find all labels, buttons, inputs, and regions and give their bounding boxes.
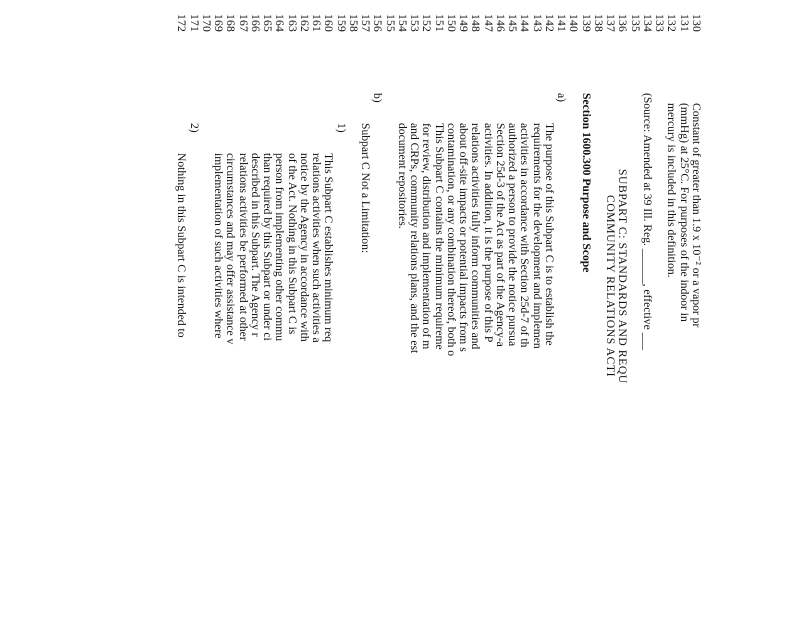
document-line xyxy=(616,0,629,618)
line-text: relations activities be performed at other xyxy=(236,153,250,341)
line-text: activities. In addition, it is the purpose of this P xyxy=(481,123,495,343)
line-text: document repositories. xyxy=(396,123,409,229)
line-number: 160 xyxy=(322,14,336,32)
line-number: 146 xyxy=(494,14,507,32)
line-number: 171 xyxy=(187,14,201,32)
line-text: mercury is included in this definition. xyxy=(665,103,679,278)
line-number: 149 xyxy=(457,14,471,32)
line-number: 153 xyxy=(408,14,422,32)
line-text: b) xyxy=(371,93,385,103)
document-line xyxy=(640,0,653,618)
line-number: 162 xyxy=(298,14,311,32)
document-line xyxy=(187,0,200,618)
line-text: a) xyxy=(555,93,569,103)
document-line xyxy=(579,0,592,618)
line-text: activities in accordance with Section 25d-7 of th xyxy=(518,123,532,348)
line-number: 152 xyxy=(420,14,434,32)
document-line xyxy=(530,0,543,618)
subpart-title: COMMUNITY RELATIONS ACTI xyxy=(604,195,618,378)
line-number: 168 xyxy=(224,14,238,32)
line-number: 151 xyxy=(432,14,446,32)
line-text: for review, distribution and implementation of m xyxy=(420,123,434,350)
line-number: 144 xyxy=(518,14,532,32)
document-line xyxy=(383,0,396,618)
document-line xyxy=(175,0,188,618)
document-line xyxy=(236,0,249,618)
document-line xyxy=(567,0,580,618)
section-heading: Section 1600.300 Purpose and Scope xyxy=(579,93,593,273)
line-text: than required by this Subpart or under ci xyxy=(261,153,275,341)
document-line xyxy=(518,0,531,618)
line-number: 134 xyxy=(641,14,654,32)
document-line xyxy=(261,0,274,618)
line-text: authorized a person to provide the notice pursua xyxy=(506,123,520,347)
line-number: 167 xyxy=(236,14,250,32)
document-line xyxy=(297,0,310,618)
line-text: described in this Subpart. The Agency r xyxy=(249,153,262,337)
line-number: 154 xyxy=(396,14,409,32)
line-text: (mmHg) at 25°C. For purposes of the indoor in xyxy=(677,103,691,322)
line-text: 2) xyxy=(187,123,201,133)
line-text: This Subpart C contains the minimum requireme xyxy=(432,123,446,350)
line-number: 158 xyxy=(347,14,360,32)
line-number: 150 xyxy=(445,14,458,32)
line-number: 141 xyxy=(555,14,569,32)
line-text: and CRPs, community relations plans, and the est xyxy=(408,123,422,354)
line-text: Constant of greater than 1.9 x 10⁻² or a vapor pr xyxy=(690,103,703,328)
line-number: 157 xyxy=(359,14,373,32)
document-line xyxy=(555,0,568,618)
line-number: 138 xyxy=(592,14,605,32)
document-line xyxy=(395,0,408,618)
line-text: contamination, or any combination thereof, both o xyxy=(445,123,458,357)
line-text: Subpart C Not a Limitation: xyxy=(359,123,373,254)
line-text: implementation of such activities where xyxy=(212,153,226,339)
line-number: 164 xyxy=(273,14,287,32)
line-number: 148 xyxy=(469,14,483,32)
document-line xyxy=(334,0,347,618)
document-line xyxy=(457,0,470,618)
line-text: notice by the Agency in accordance with xyxy=(298,153,311,342)
line-number: 159 xyxy=(334,14,348,32)
document-line xyxy=(506,0,519,618)
line-text: Section 25d-3 of the Act as part of the Agency-a xyxy=(494,123,507,347)
document-line xyxy=(420,0,433,618)
document-line xyxy=(371,0,384,618)
line-text: person from implementing other commu xyxy=(273,153,287,342)
line-number: 139 xyxy=(579,14,593,32)
line-number: 172 xyxy=(175,14,189,32)
line-number: 140 xyxy=(567,14,581,32)
document-line xyxy=(322,0,335,618)
line-number: 166 xyxy=(249,14,262,32)
document-line xyxy=(359,0,372,618)
document-line xyxy=(346,0,359,618)
line-number: 169 xyxy=(212,14,226,32)
line-number: 143 xyxy=(530,14,544,32)
document-line xyxy=(689,0,702,618)
line-text: of the Act. Nothing in this Subpart C is xyxy=(285,153,299,335)
document-line xyxy=(408,0,421,618)
document-line xyxy=(604,0,617,618)
document-line xyxy=(591,0,604,618)
document-line xyxy=(481,0,494,618)
document-line xyxy=(212,0,225,618)
document-line xyxy=(248,0,261,618)
line-text: relations activities when such activities a xyxy=(310,153,324,343)
document-line xyxy=(665,0,678,618)
line-text: The purpose of this Subpart C is to establish the xyxy=(543,123,556,346)
line-number: 145 xyxy=(506,14,520,32)
line-number: 135 xyxy=(628,14,642,32)
document-line xyxy=(677,0,690,618)
line-number: 132 xyxy=(665,14,679,32)
line-text: 1) xyxy=(334,123,348,133)
line-text: This Subpart C establishes minimum req xyxy=(322,153,336,343)
document-line xyxy=(542,0,555,618)
document-line xyxy=(432,0,445,618)
document-line xyxy=(444,0,457,618)
line-number: 170 xyxy=(200,14,213,32)
line-number: 137 xyxy=(604,14,618,32)
line-number: 133 xyxy=(653,14,667,32)
line-text: circumstances and may offer assistance v xyxy=(224,153,238,345)
document-line xyxy=(310,0,323,618)
line-text: Nothing in this Subpart C is intended to xyxy=(175,153,189,338)
line-number: 161 xyxy=(310,14,324,32)
line-number: 142 xyxy=(543,14,556,32)
document-line xyxy=(273,0,286,618)
line-number: 130 xyxy=(690,14,703,32)
line-number: 163 xyxy=(285,14,299,32)
document-line xyxy=(469,0,482,618)
subpart-title: SUBPART C: STANDARDS AND REQU xyxy=(616,169,630,384)
document-line xyxy=(493,0,506,618)
document-line xyxy=(628,0,641,618)
line-text: relations activities fully inform communities and xyxy=(469,123,483,350)
document-line xyxy=(285,0,298,618)
document-line xyxy=(653,0,666,618)
line-number: 155 xyxy=(383,14,397,32)
document-line xyxy=(224,0,237,618)
line-text: requirements for the development and implemen xyxy=(530,123,544,349)
line-number: 165 xyxy=(261,14,275,32)
line-number: 136 xyxy=(616,14,630,32)
document-line xyxy=(199,0,212,618)
line-text: about off-site impacts or potential impacts from s xyxy=(457,123,471,352)
line-number: 156 xyxy=(371,14,385,32)
line-text: (Source: Amended at 39 Ill. Reg. ______, effective ___ xyxy=(641,93,654,351)
line-number: 131 xyxy=(677,14,691,32)
line-number: 147 xyxy=(481,14,495,32)
